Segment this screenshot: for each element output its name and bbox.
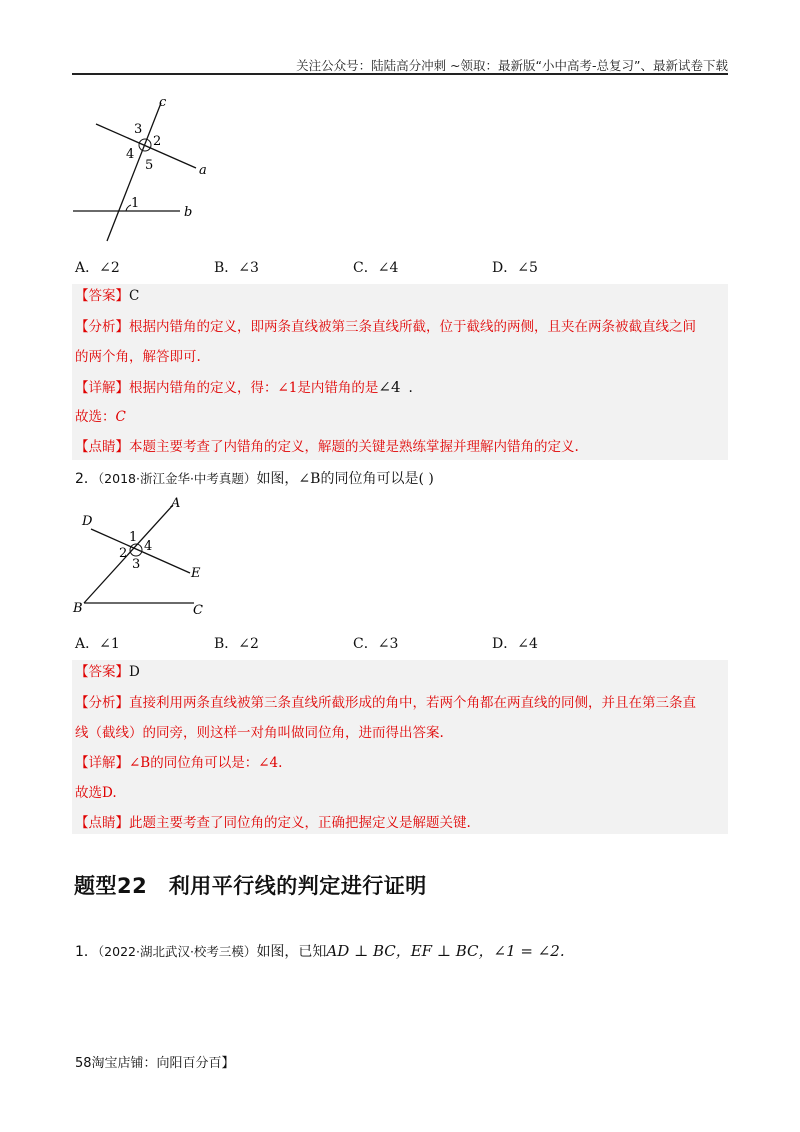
q3-math: AD ⊥ BC，EF ⊥ BC，∠1 = ∠2. — [326, 942, 565, 960]
q2-text: 如图，∠B的同位角可以是( ) — [256, 471, 434, 487]
choice-value: C — [115, 409, 126, 425]
q1-option-b[interactable]: B．∠3 — [214, 260, 259, 276]
label-B: B — [73, 601, 83, 616]
q2-comment-line — [75, 814, 471, 832]
q2-option-b[interactable]: B．∠2 — [214, 636, 259, 652]
q1-choice-line — [75, 408, 126, 426]
label-5: 5 — [145, 158, 154, 173]
label-1: 1 — [131, 196, 140, 211]
analysis-text: 直接利用两条直线被第三条直线所截形成的角中，若两个角都在两直线的同侧，并且在第三条直 — [129, 695, 696, 711]
q1-detail-line — [75, 378, 413, 397]
q2-analysis-line1 — [75, 694, 696, 712]
q1-option-c[interactable]: C．∠4 — [353, 260, 399, 276]
q2-options — [75, 633, 735, 653]
analysis-text: 根据内错角的定义，即两条直线被第三条直线所截，位于截线的两侧，且夹在两条被截直线之间 — [129, 319, 696, 335]
label-4: 4 — [144, 539, 153, 554]
comment-text: 此题主要考查了同位角的定义，正确把握定义是解题关键. — [129, 815, 471, 831]
label-2: 2 — [153, 134, 162, 149]
q3-number: 1． — [75, 944, 98, 960]
label-b: b — [184, 205, 193, 220]
line-DE — [91, 529, 190, 573]
section-title: 题型22 利用平行线的判定进行证明 — [74, 874, 427, 898]
q2-source: （2018·浙江金华·中考真题） — [97, 471, 257, 486]
label-3: 3 — [134, 122, 143, 137]
q1-answer-line — [75, 287, 139, 305]
detail-text: ∠B的同位角可以是：∠4. — [129, 755, 283, 771]
q2-option-d[interactable]: D．∠4 — [492, 636, 538, 652]
q1-comment-line — [75, 438, 579, 456]
q2-detail-line — [75, 754, 282, 772]
label-c: c — [159, 95, 167, 110]
q1-options — [75, 257, 735, 277]
detail-tag: 【详解】 — [75, 380, 129, 396]
q2-answer-block — [72, 660, 728, 834]
q3-text: 如图，已知 — [256, 944, 327, 960]
label-3: 3 — [132, 557, 141, 572]
q1-option-a[interactable]: A．∠2 — [75, 260, 120, 276]
answer-tag: 【答案】 — [75, 288, 129, 304]
answer-value: C — [129, 288, 140, 304]
q2-analysis-line2: 线（截线）的同旁，则这样一对角叫做同位角，进而得出答案. — [75, 725, 444, 741]
label-a: a — [199, 163, 207, 178]
label-4: 4 — [126, 147, 135, 162]
q2-stem — [75, 468, 434, 488]
label-E: E — [191, 566, 201, 581]
comment-tag: 【点睛】 — [75, 439, 129, 455]
label-D: D — [82, 514, 93, 529]
comment-tag: 【点睛】 — [75, 815, 129, 831]
label-1: 1 — [129, 530, 138, 545]
figure-angles-1 — [70, 95, 220, 245]
q3-stem — [75, 940, 565, 961]
q2-answer-line — [75, 663, 140, 681]
figure-angles-2 — [70, 493, 215, 623]
page-footer: 58淘宝店铺：向阳百分百】 — [75, 1056, 235, 1071]
analysis-tag: 【分析】 — [75, 695, 129, 711]
label-A: A — [171, 496, 181, 511]
answer-value: D — [129, 664, 140, 680]
q2-number: 2． — [75, 471, 98, 487]
analysis-tag: 【分析】 — [75, 319, 129, 335]
detail-text: 根据内错角的定义，得：∠1是内错角的是 — [129, 380, 379, 396]
q1-analysis-line1 — [75, 318, 696, 336]
q2-option-c[interactable]: C．∠3 — [353, 636, 399, 652]
detail-tag: 【详解】 — [75, 755, 129, 771]
choice-prefix: 故选： — [75, 409, 116, 425]
label-2: 2 — [119, 546, 128, 561]
detail-end: . — [408, 380, 413, 396]
detail-math: ∠4 — [378, 378, 401, 396]
page-header: 关注公众号：陆陆高分冲刺 ~领取：最新版“小中高考-总复习”、最新试卷下载 — [296, 58, 728, 73]
q1-analysis-line2: 的两个角，解答即可. — [75, 349, 201, 365]
line-BA — [84, 505, 173, 603]
label-C: C — [193, 603, 203, 618]
q3-source: （2022·湖北武汉·校考三模） — [97, 944, 257, 959]
answer-tag: 【答案】 — [75, 664, 129, 680]
q1-answer-block — [72, 284, 728, 460]
header-divider — [72, 73, 728, 75]
q2-option-a[interactable]: A．∠1 — [75, 636, 120, 652]
q2-choice-line: 故选D. — [75, 785, 117, 801]
comment-text: 本题主要考查了内错角的定义，解题的关键是熟练掌握并理解内错角的定义. — [129, 439, 579, 455]
q1-option-d[interactable]: D．∠5 — [492, 260, 538, 276]
